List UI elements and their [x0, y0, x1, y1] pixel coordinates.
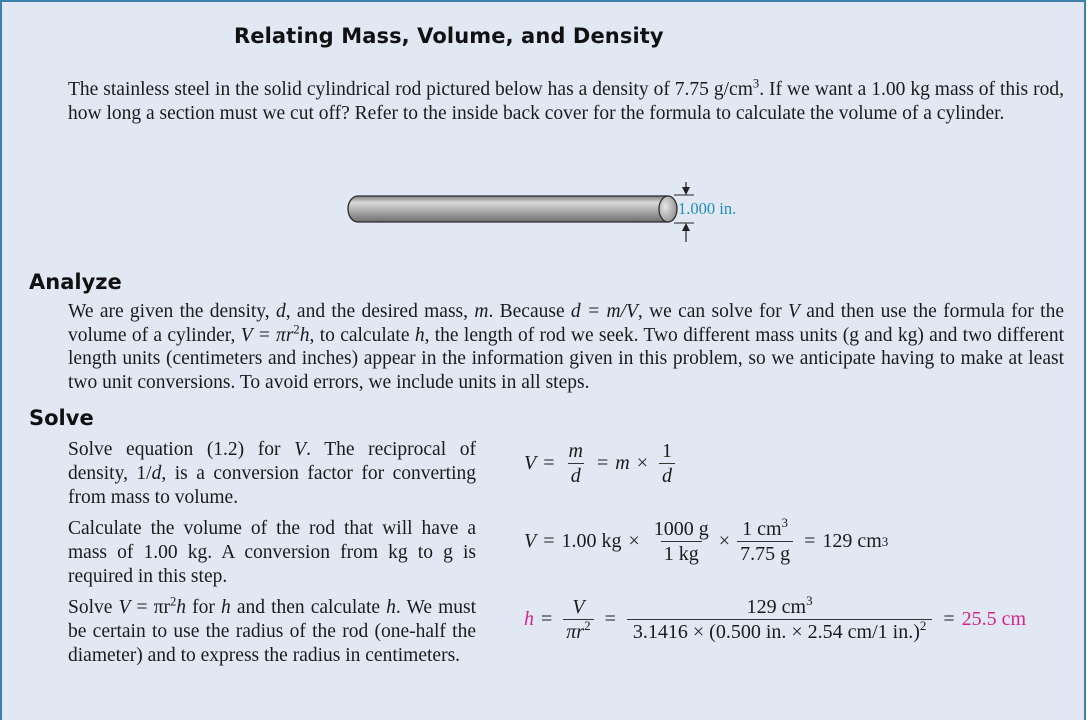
problem-statement [68, 78, 1064, 126]
problem-text: . If we want a 1.00 kg mass of this rod, how long a section must we cut off? Refer to the inside back cover for the formula to calculate the volume of a cylinder. [68, 79, 1064, 124]
diameter-label: 1.000 in. [678, 199, 737, 218]
problem-text: The stainless steel in the solid cylindrical rod pictured below has a density of 7.75 g/cm [68, 79, 753, 100]
solve-heading: Solve [29, 406, 94, 430]
result-length: 25.5 cm [961, 608, 1027, 630]
analyze-heading: Analyze [29, 270, 122, 294]
example-title: Relating Mass, Volume, and Density [234, 24, 664, 48]
solve-step-3-text: Solve $V = \pi r^2h$ for h and then calculate h. We must be certain to use the radius of the rod (one-half the diameter) and to express the radius in centimeters. [68, 594, 477, 666]
equation-volume-calculation: V = 1.00 kg × $\frac{1000 g}{1 kg}$ × $\frac{1 cm^3}{7.75 g}$ = 129 cm 3 [524, 515, 889, 565]
solve-step-2-text: Calculate the volume of the rod that will have a mass of 1.00 kg. A conversion from kg to g is required in this step. [68, 518, 476, 587]
equation-length-calculation: h = $\frac{V}{\pi r^2}$ = $\frac{129 cm^3}{3.1416 \times (0.500 in. \times 2.54 cm/1 in.)^2}$ = 25.5 cm [524, 593, 1027, 643]
analyze-paragraph: We are given the density, d, and the desired mass, m. Because d = m/V, we can solve for V and then use the formula for the volume of a cylinder, $V = \pi r^2h$, to calculate h, the length of rod we seek. Two different mass units (g and kg) and two different length units (centimeters and inches) appear in the information given in this problem, so we anticipate having to make at least two unit conversions. To avoid errors, we include units in all steps. [68, 301, 1065, 393]
equation-volume-from-density: V = $\frac{m}{d}$ = m × $\frac{1}{d}$ [524, 440, 679, 487]
solve-step-1-text: Solve equation (1.2) for V. The reciprocal of density, 1/d, is a conversion factor for converting from mass to volume. [68, 439, 476, 508]
superscript: 3 [752, 76, 760, 91]
